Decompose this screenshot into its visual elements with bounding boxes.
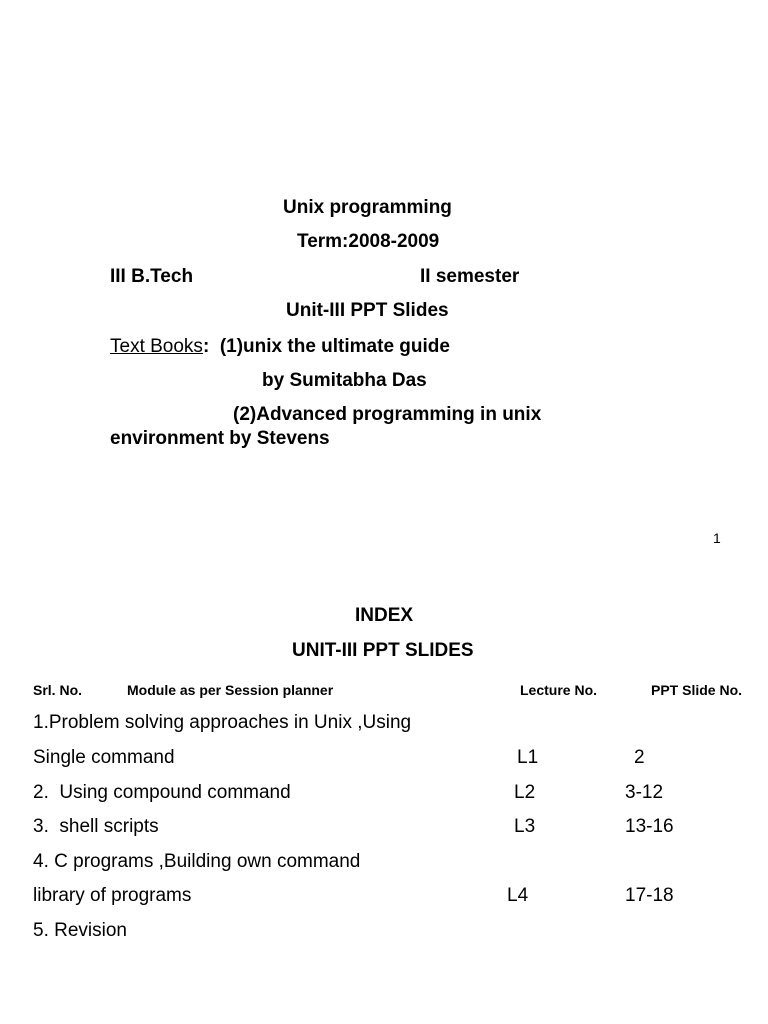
- table-row: [33, 782, 733, 806]
- row-slide: 17-18: [625, 885, 674, 906]
- row-module: 5. Revision: [33, 920, 127, 941]
- row-lecture: L2: [514, 782, 536, 803]
- index-title: INDEX: [355, 605, 414, 626]
- table-row: [33, 816, 733, 840]
- row-module: Single command: [33, 747, 175, 768]
- row-slide: 13-16: [625, 816, 674, 837]
- book2-line2: environment by Stevens: [110, 428, 330, 449]
- col-header-slide: PPT Slide No.: [651, 682, 743, 698]
- col-header-lecture: Lecture No.: [520, 682, 598, 698]
- row-module: 4. C programs ,Building own command: [33, 851, 361, 872]
- unit-title: Unit-III PPT Slides: [286, 300, 449, 321]
- text-books-label: Text Books: [110, 336, 203, 357]
- table-row: [33, 851, 733, 875]
- col-header-module: Module as per Session planner: [127, 682, 334, 698]
- text-books-colon: :: [202, 336, 210, 357]
- year: III B.Tech: [110, 266, 194, 287]
- table-row: [33, 747, 733, 771]
- book1-author: by Sumitabha Das: [262, 370, 427, 391]
- course-title: Unix programming: [283, 197, 452, 218]
- row-module: 2. Using compound command: [33, 782, 291, 803]
- table-row: [33, 712, 733, 736]
- row-lecture: L4: [507, 885, 529, 906]
- row-module: 1.Problem solving approaches in Unix ,Using: [33, 712, 412, 733]
- row-slide: 2: [634, 747, 645, 768]
- row-slide: 3-12: [625, 782, 664, 803]
- page-number: 1: [713, 530, 721, 546]
- book2-line1: (2)Advanced programming in unix: [233, 404, 542, 425]
- book1-title: (1)unix the ultimate guide: [209, 336, 450, 357]
- row-lecture: L3: [514, 816, 536, 837]
- row-module: 3. shell scripts: [33, 816, 159, 837]
- table-row: [33, 920, 733, 944]
- col-header-srl: Srl. No.: [33, 682, 83, 698]
- index-subtitle: UNIT-III PPT SLIDES: [292, 640, 474, 661]
- term: Term:2008-2009: [297, 231, 440, 252]
- row-module: library of programs: [33, 885, 192, 906]
- text-books-line: [110, 336, 450, 358]
- table-row: [33, 885, 733, 909]
- row-lecture: L1: [517, 747, 539, 768]
- semester: II semester: [420, 266, 520, 287]
